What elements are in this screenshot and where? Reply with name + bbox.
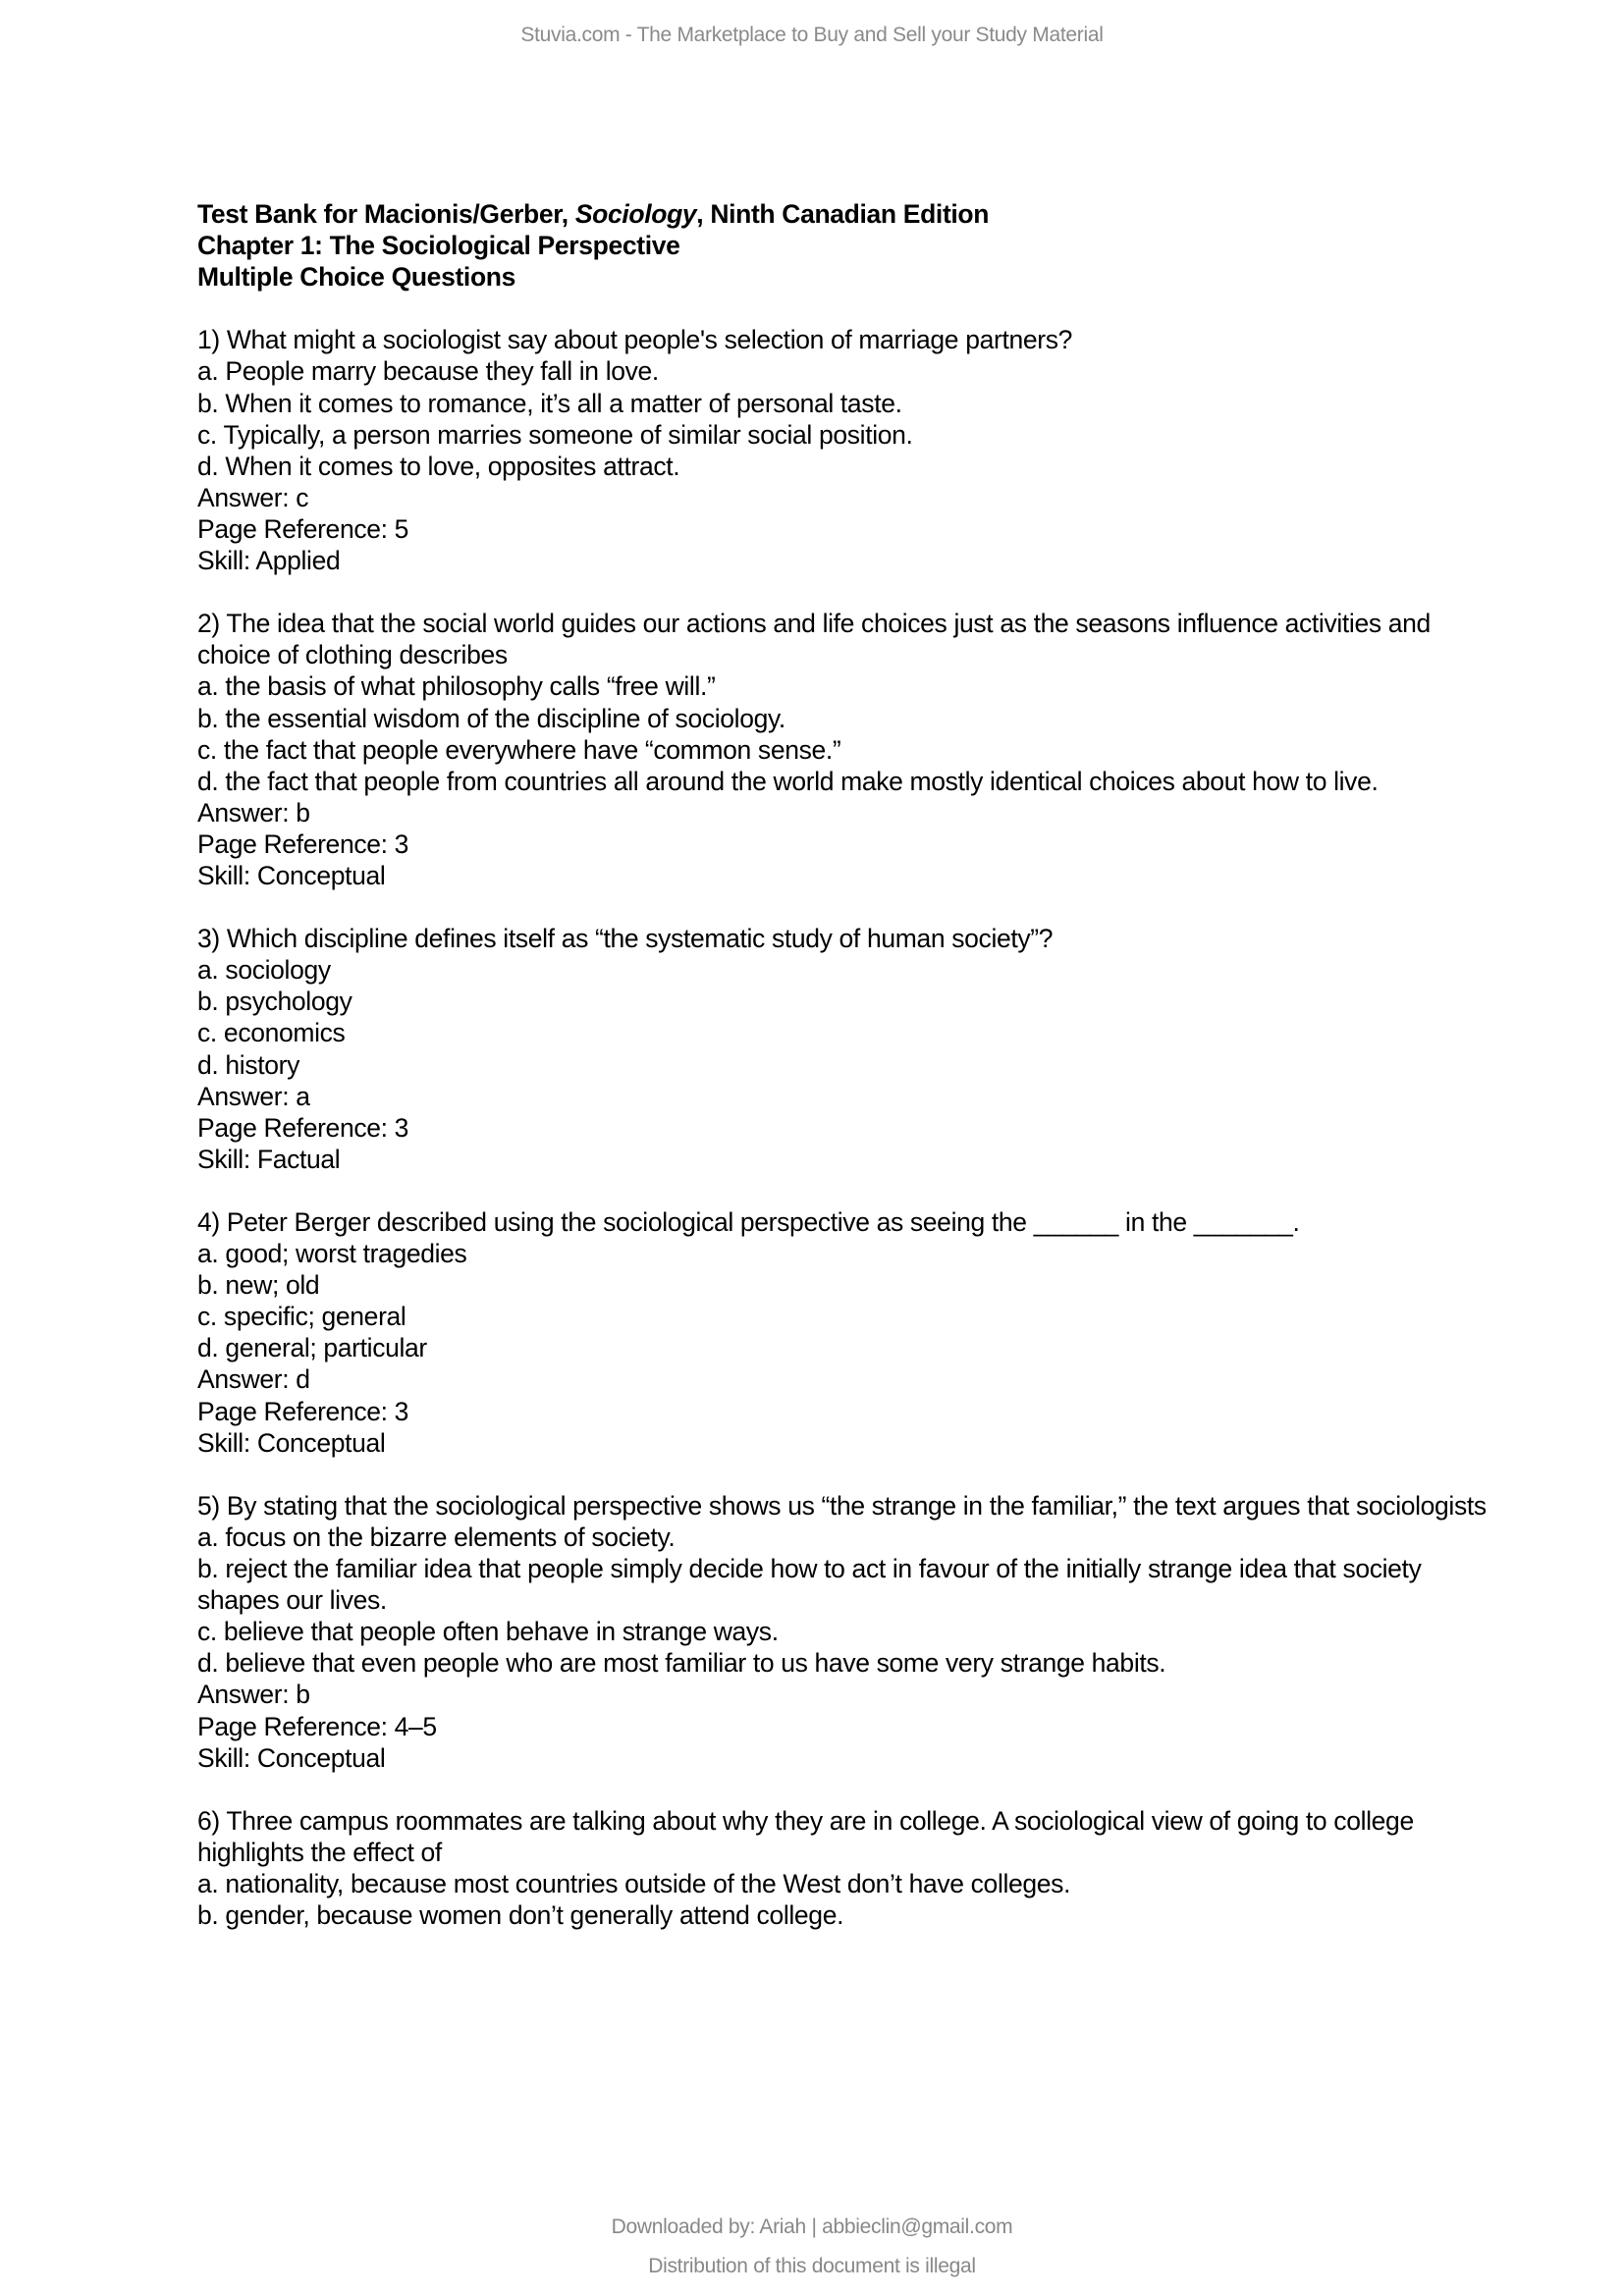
answer-key: Answer: b xyxy=(197,1680,310,1710)
answer-option: d. When it comes to love, opposites attract. xyxy=(197,451,680,481)
skill-level: Skill: Conceptual xyxy=(197,860,386,890)
answer-option: c. specific; general xyxy=(197,1302,406,1332)
skill-level: Skill: Conceptual xyxy=(197,1742,386,1773)
spacer xyxy=(197,891,1503,923)
question-stem: 5) By stating that the sociological perspective shows us “the strange in the familiar,” the text argues that sociologists xyxy=(197,1490,1487,1521)
skill-level: Skill: Factual xyxy=(197,1144,341,1174)
answer-option: b. When it comes to romance, it’s all a matter of personal taste. xyxy=(197,388,902,418)
page-reference: Page Reference: 3 xyxy=(197,1112,409,1143)
answer-option: a. good; worst tragedies xyxy=(197,1239,467,1269)
page-reference: Page Reference: 5 xyxy=(197,513,409,544)
skill-level: Skill: Applied xyxy=(197,546,341,576)
answer-key: Answer: b xyxy=(197,797,310,828)
answer-option: a. focus on the bizarre elements of society. xyxy=(197,1522,676,1552)
answer-option: b. psychology xyxy=(197,987,352,1017)
chapter-title: Chapter 1: The Sociological Perspective xyxy=(197,231,680,261)
question-item xyxy=(197,608,1503,891)
answer-option: c. the fact that people everywhere have “common sense.” xyxy=(197,734,841,765)
question-stem: 1) What might a sociologist say about people's selection of marriage partners? xyxy=(197,325,1073,355)
book-title: Sociology xyxy=(574,199,697,229)
question-item xyxy=(197,1805,1503,1931)
spacer xyxy=(197,1175,1503,1206)
title-line-1 xyxy=(197,198,1503,230)
document-title xyxy=(197,198,1503,293)
answer-key: Answer: c xyxy=(197,482,309,512)
question-item xyxy=(197,1206,1503,1459)
answer-option: b. new; old xyxy=(197,1270,320,1301)
page-reference: Page Reference: 3 xyxy=(197,1396,409,1426)
question-stem: 3) Which discipline defines itself as “the systematic study of human society”? xyxy=(197,924,1054,954)
answer-key: Answer: a xyxy=(197,1081,310,1111)
question-item xyxy=(197,324,1503,576)
answer-option: d. the fact that people from countries all around the world make mostly identical choices about how to live. xyxy=(197,766,1379,796)
answer-option: a. the basis of what philosophy calls “free will.” xyxy=(197,671,716,702)
title-text: Test Bank for Macionis/Gerber, xyxy=(197,199,575,229)
skill-level: Skill: Conceptual xyxy=(197,1427,386,1458)
answer-key: Answer: d xyxy=(197,1364,310,1395)
question-list xyxy=(197,293,1503,1931)
question-stem: 6) Three campus roommates are talking about why they are in college. A sociological view of going to college highlights the effect of xyxy=(197,1805,1414,1867)
question-item xyxy=(197,923,1503,1175)
spacer xyxy=(197,1774,1503,1805)
spacer xyxy=(197,576,1503,608)
answer-option: a. People marry because they fall in love. xyxy=(197,356,659,387)
answer-option: a. nationality, because most countries outside of the West don’t have colleges. xyxy=(197,1868,1071,1898)
question-stem: 4) Peter Berger described using the sociological perspective as seeing the ______ in the _______. xyxy=(197,1207,1300,1237)
download-info: Downloaded by: Ariah | abbieclin@gmail.com xyxy=(611,2216,1013,2238)
distribution-notice: Distribution of this document is illegal xyxy=(648,2255,976,2277)
answer-option: d. history xyxy=(197,1049,300,1080)
answer-option: d. believe that even people who are most familiar to us have some very strange habits. xyxy=(197,1648,1166,1679)
answer-option: d. general; particular xyxy=(197,1333,427,1363)
title-text: , Ninth Canadian Edition xyxy=(696,199,990,229)
answer-option: b. reject the familiar idea that people simply decide how to act in favour of the initially strange idea that society shapes our lives. xyxy=(197,1554,1422,1616)
answer-option: c. believe that people often behave in strange ways. xyxy=(197,1617,779,1647)
spacer xyxy=(197,293,1503,324)
answer-option: a. sociology xyxy=(197,955,331,986)
question-stem: 2) The idea that the social world guides our actions and life choices just as the seasons influence activities and choice of clothing describes xyxy=(197,609,1431,670)
answer-option: b. gender, because women don’t generally attend college. xyxy=(197,1900,844,1931)
page-reference: Page Reference: 3 xyxy=(197,828,409,859)
answer-option: c. economics xyxy=(197,1018,346,1048)
page-reference: Page Reference: 4–5 xyxy=(197,1711,437,1741)
site-header: Stuvia.com - The Marketplace to Buy and Sell your Study Material xyxy=(520,24,1104,46)
section-title: Multiple Choice Questions xyxy=(197,262,516,293)
answer-option: c. Typically, a person marries someone of similar social position. xyxy=(197,419,913,450)
question-item xyxy=(197,1490,1503,1774)
document-body xyxy=(197,198,1503,1931)
spacer xyxy=(197,1459,1503,1490)
answer-option: b. the essential wisdom of the discipline of sociology. xyxy=(197,703,785,733)
